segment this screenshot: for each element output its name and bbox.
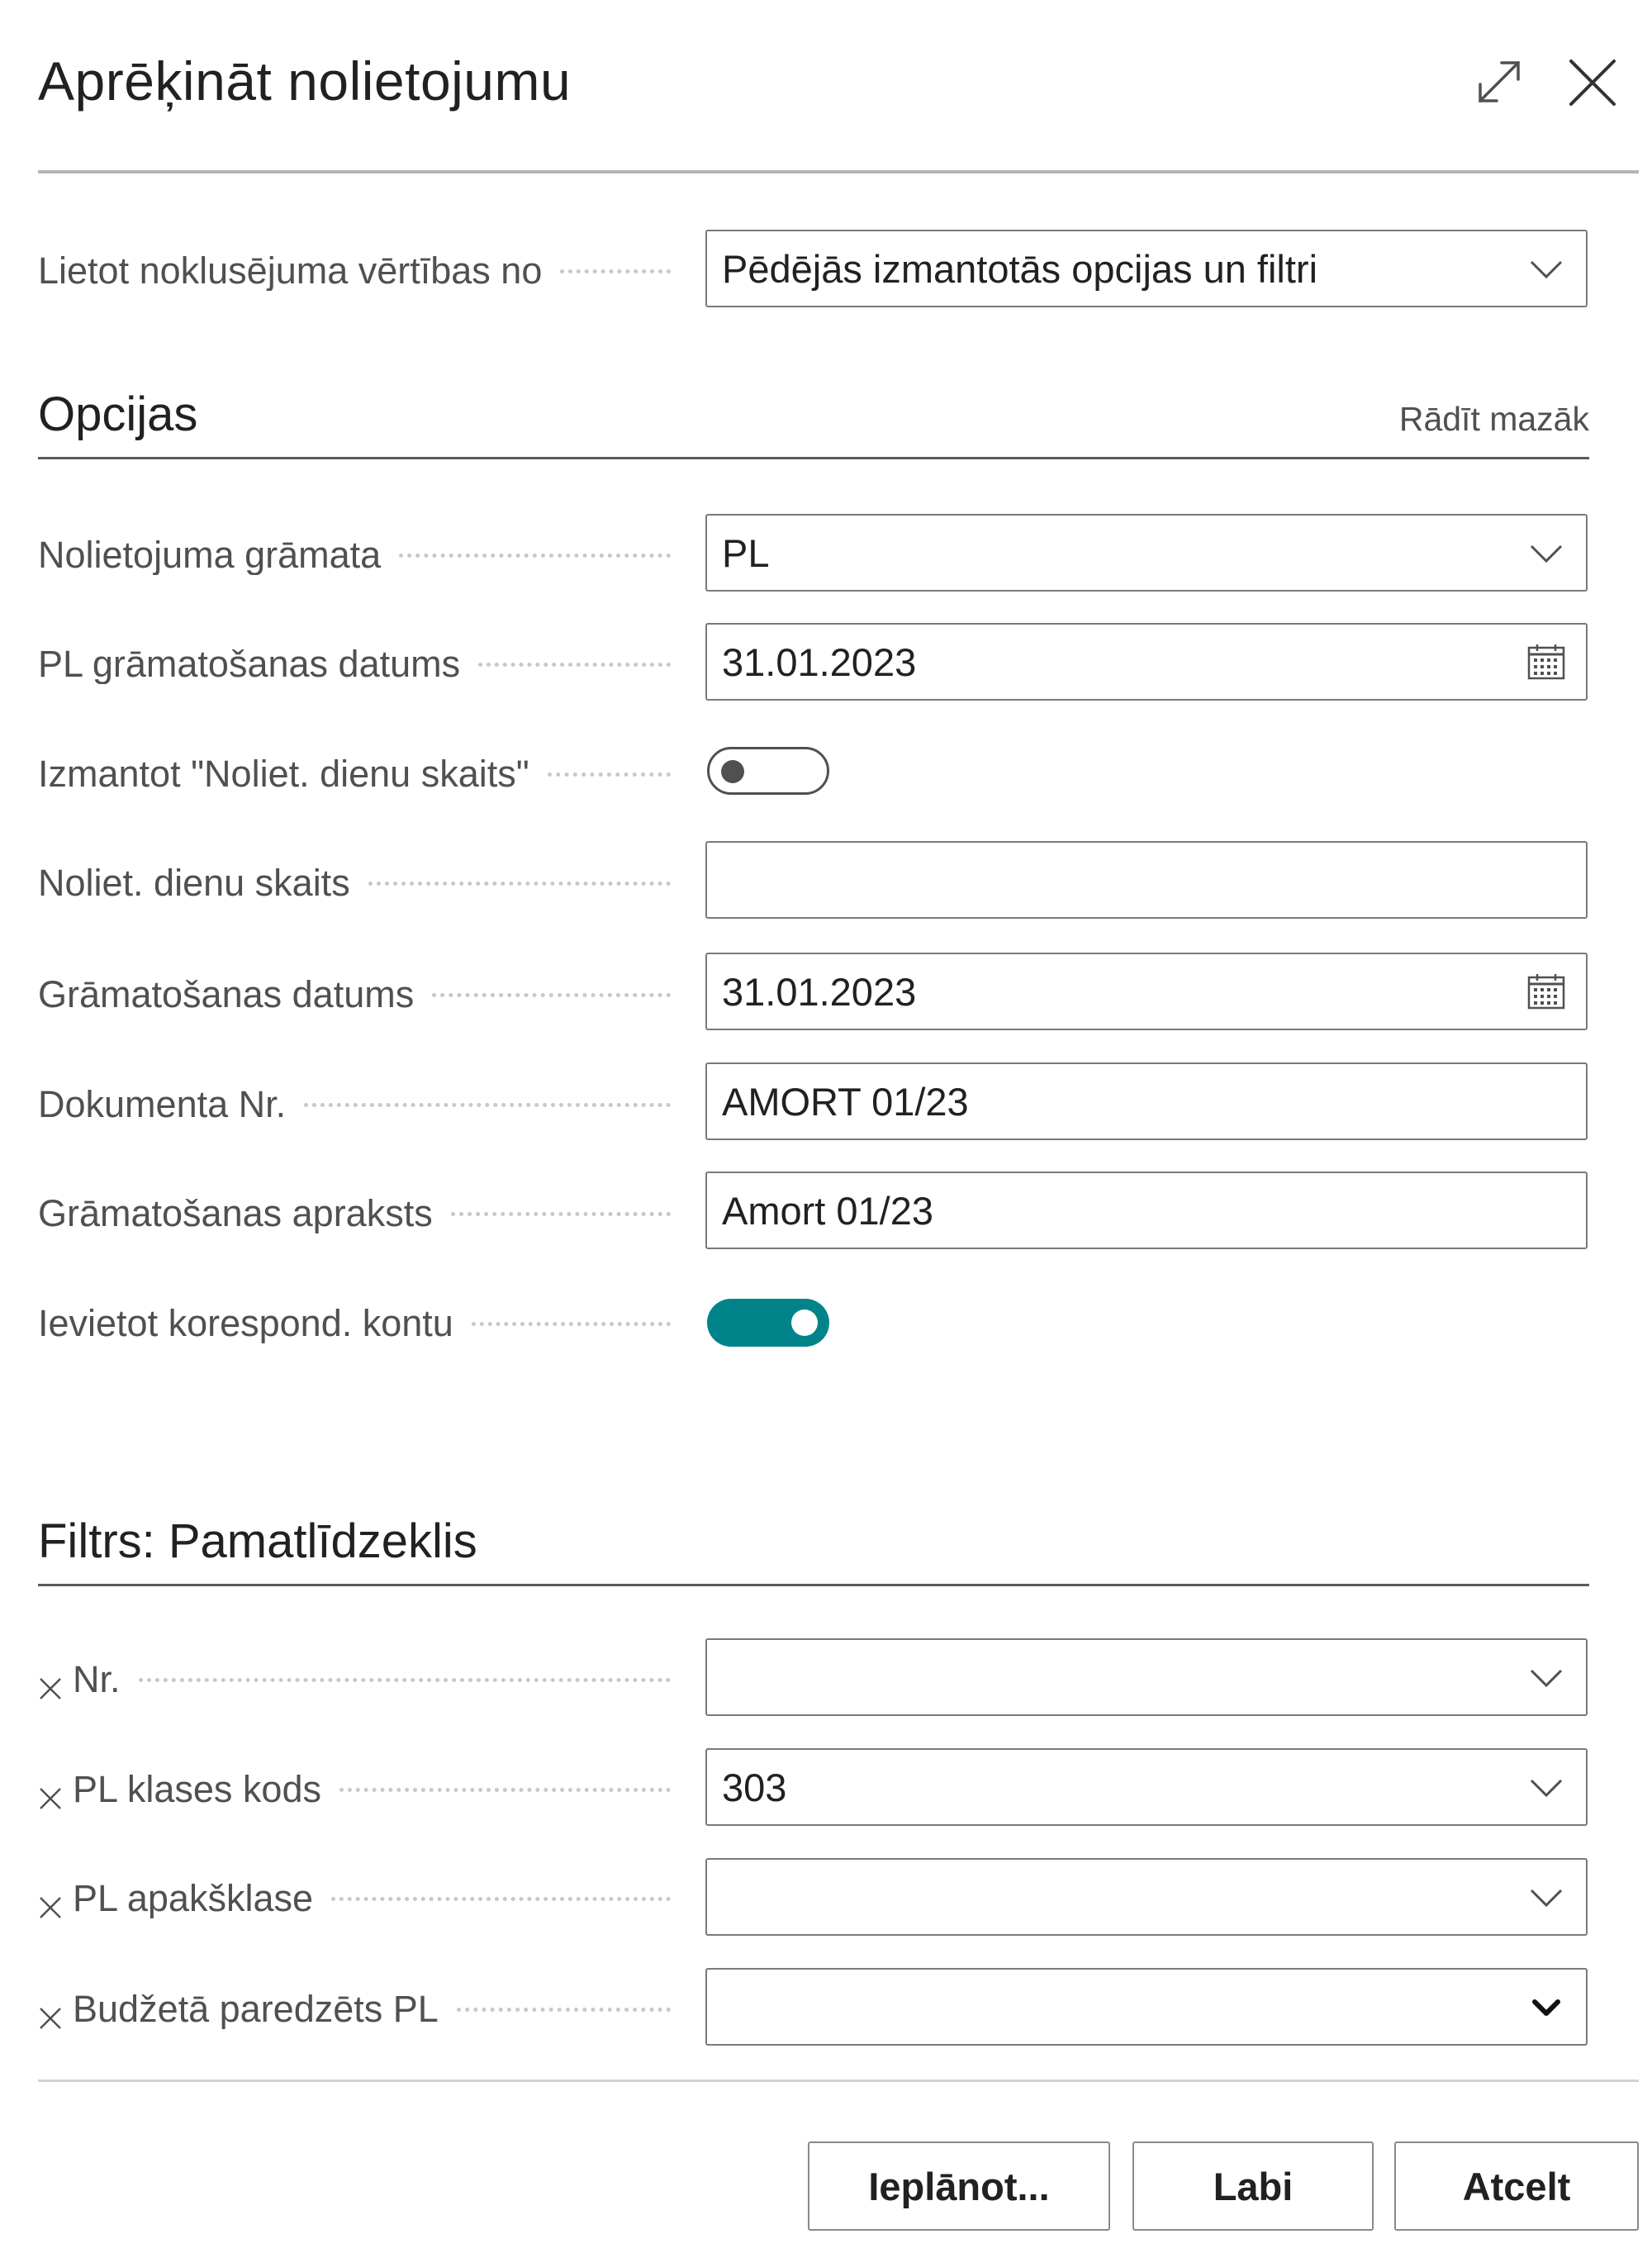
filter-subclass-label: PL apakšklase [73, 1879, 314, 1918]
insert-bal-account-toggle[interactable] [707, 1299, 829, 1347]
chevron-down-icon [1526, 1657, 1566, 1697]
leader-dots [331, 1897, 671, 1901]
close-icon[interactable] [1568, 58, 1617, 107]
document-no-label-row [38, 1085, 674, 1124]
filter-no-label: Nr. [73, 1660, 121, 1699]
filter-class-code-label-row [38, 1770, 674, 1809]
filter-class-code-label: PL klases kods [73, 1770, 321, 1809]
chevron-down-icon [1526, 1877, 1566, 1917]
leader-dots [560, 269, 671, 273]
leader-dots [451, 1212, 671, 1216]
filter-subclass-select[interactable] [705, 1858, 1588, 1936]
filter-no-select[interactable] [705, 1638, 1588, 1716]
chevron-down-icon [1526, 533, 1566, 573]
use-days-toggle[interactable] [707, 747, 829, 795]
posting-description-label-row [38, 1194, 674, 1233]
leader-dots [457, 2008, 671, 2012]
days-count-input[interactable] [705, 841, 1588, 919]
schedule-button[interactable]: Ieplānot... [808, 2141, 1110, 2231]
leader-dots [139, 1678, 671, 1682]
document-no-input[interactable] [705, 1062, 1588, 1140]
filter-budgeted-label-row [38, 1989, 674, 2029]
posting-date-input[interactable] [705, 953, 1588, 1030]
toggle-knob [721, 760, 744, 783]
chevron-down-icon [1526, 1767, 1566, 1807]
show-less-link[interactable]: Rādīt mazāk [1398, 400, 1589, 438]
calendar-icon[interactable] [1526, 972, 1566, 1011]
depreciation-book-label-row [38, 535, 674, 575]
document-no-label: Dokumenta Nr. [38, 1085, 287, 1124]
depreciation-book-value: PL [722, 530, 770, 575]
use-days-label-row [38, 754, 674, 794]
defaults-label: Lietot noklusējuma vērtības no [38, 251, 543, 291]
leader-dots [399, 554, 671, 558]
chevron-down-icon [1526, 1987, 1566, 2027]
insert-bal-account-label: Ievietot korespond. kontu [38, 1304, 453, 1343]
use-days-label: Izmantot "Noliet. dienu skaits" [38, 754, 529, 794]
leader-dots [548, 772, 671, 777]
defaults-label-row [38, 251, 674, 291]
filter-no-label-row [38, 1660, 674, 1699]
remove-filter-icon[interactable] [38, 1997, 63, 2022]
defaults-select[interactable] [705, 230, 1588, 307]
leader-dots [368, 882, 671, 886]
cancel-button[interactable]: Atcelt [1394, 2141, 1639, 2231]
filter-subclass-label-row [38, 1879, 674, 1918]
posting-description-input[interactable] [705, 1172, 1588, 1249]
filter-class-code-select[interactable] [705, 1748, 1588, 1826]
posting-date-label-row [38, 975, 674, 1015]
days-count-label-row [38, 863, 674, 903]
insert-bal-account-label-row [38, 1304, 674, 1343]
posting-description-value: Amort 01/23 [722, 1188, 934, 1233]
posting-date-value: 31.01.2023 [722, 969, 917, 1014]
chevron-down-icon [1526, 249, 1566, 288]
expand-icon[interactable] [1474, 56, 1525, 107]
filter-divider [38, 1584, 1589, 1586]
leader-dots [472, 1322, 671, 1326]
options-divider [38, 457, 1589, 459]
document-no-value: AMORT 01/23 [722, 1079, 969, 1124]
dialog-title: Aprēķināt nolietojumu [38, 50, 572, 112]
filter-class-code-value: 303 [722, 1765, 787, 1809]
filter-section-title: Filtrs: Pamatlīdzeklis [38, 1514, 477, 1568]
leader-dots [339, 1788, 671, 1792]
depreciation-book-label: Nolietojuma grāmata [38, 535, 382, 575]
leader-dots [478, 663, 671, 667]
fa-posting-date-value: 31.01.2023 [722, 639, 917, 684]
toggle-knob [791, 1309, 818, 1336]
footer-divider [38, 2080, 1639, 2082]
days-count-label: Noliet. dienu skaits [38, 863, 350, 903]
posting-date-label: Grāmatošanas datums [38, 975, 415, 1015]
fa-posting-date-input[interactable] [705, 623, 1588, 701]
options-section-title: Opcijas [38, 387, 198, 441]
filter-budgeted-label: Budžetā paredzēts PL [73, 1989, 439, 2029]
fa-posting-date-label: PL grāmatošanas datums [38, 644, 461, 684]
calendar-icon[interactable] [1526, 642, 1566, 682]
posting-description-label: Grāmatošanas apraksts [38, 1194, 433, 1233]
depreciation-book-select[interactable] [705, 514, 1588, 592]
remove-filter-icon[interactable] [38, 1777, 63, 1802]
leader-dots [432, 993, 671, 997]
defaults-value: Pēdējās izmantotās opcijas un filtri [722, 246, 1318, 291]
header-divider [38, 170, 1639, 173]
fa-posting-date-label-row [38, 644, 674, 684]
filter-budgeted-select[interactable] [705, 1968, 1588, 2046]
ok-button[interactable]: Labi [1132, 2141, 1374, 2231]
remove-filter-icon[interactable] [38, 1667, 63, 1692]
remove-filter-icon[interactable] [38, 1886, 63, 1911]
leader-dots [304, 1103, 671, 1107]
